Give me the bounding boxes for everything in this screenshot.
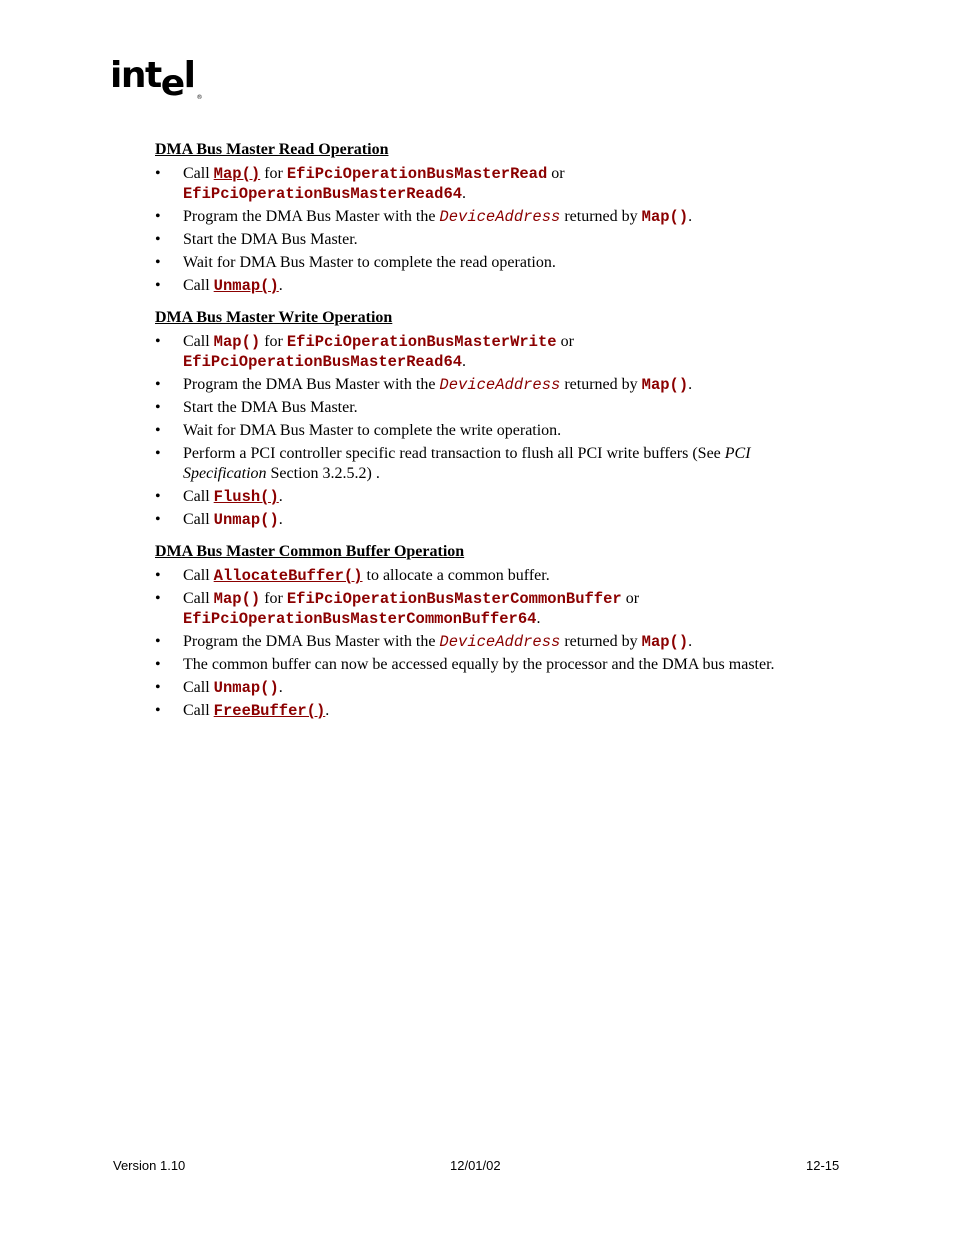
list-item [155,510,825,530]
text-run: returned by [560,633,642,650]
intel-logo [110,55,203,104]
logo-text-l: l [183,55,195,96]
text-run: returned by [560,376,642,393]
bullet-glyph: • [155,422,161,439]
text-run: Wait for DMA Bus Master to complete the read operation. [183,254,556,271]
text-run: Call [183,488,214,505]
text-run: Call [183,277,214,294]
parameter-name: DeviceAddress [439,208,561,226]
text-run: Call [183,567,214,584]
bullet-glyph: • [155,567,161,584]
text-run: Call [183,590,214,607]
text-run: Program the DMA Bus Master with the [183,633,440,650]
list-item [155,398,825,418]
code-identifier: EfiPciOperationBusMasterRead [286,165,548,183]
text-run: . [462,353,467,370]
footer-date: 12/01/02 [450,1158,501,1173]
bullet-glyph: • [155,333,161,350]
text-run: . [462,185,467,202]
logo-text-int: int [110,55,161,96]
text-run: for [260,165,287,182]
text-run: . [325,702,330,719]
document-body [155,140,825,724]
code-identifier: EfiPciOperationBusMasterCommonBuffer64 [183,610,537,628]
code-identifier: Map() [213,590,261,608]
section-heading: DMA Bus Master Write Operation [155,309,393,326]
spec-reference: PCI Specification [183,445,751,482]
list-item [155,207,825,227]
code-identifier: Map() [641,376,689,394]
function-link[interactable]: AllocateBuffer() [213,567,363,585]
text-run: Program the DMA Bus Master with the [183,208,440,225]
bullet-glyph: • [155,445,161,462]
list-item [155,655,825,675]
text-run: Call [183,679,214,696]
text-run: Call [183,511,214,528]
list-item [155,589,825,629]
section-heading: DMA Bus Master Common Buffer Operation [155,543,465,560]
list-item [155,421,825,441]
code-identifier: EfiPciOperationBusMasterCommonBuffer [286,590,622,608]
bullet-glyph: • [155,165,161,182]
code-identifier: Unmap() [213,511,279,529]
code-identifier: EfiPciOperationBusMasterWrite [286,333,557,351]
bullet-glyph: • [155,399,161,416]
footer-page-number: 12-15 [806,1158,840,1173]
code-identifier: Map() [641,208,689,226]
list-item [155,164,825,204]
text-run: or [556,333,574,350]
section-heading: DMA Bus Master Read Operation [155,141,389,158]
section-gap [155,533,825,542]
list-item [155,487,825,507]
code-identifier: Unmap() [213,679,279,697]
list-item [155,332,825,372]
code-identifier: Map() [213,333,261,351]
list-item [155,230,825,250]
list-item [155,253,825,273]
text-run: Program the DMA Bus Master with the [183,376,440,393]
text-run: or [547,165,565,182]
text-run: to allocate a common buffer. [362,567,550,584]
text-run: . [278,679,283,696]
text-run: Call [183,702,214,719]
text-run: . [278,277,283,294]
bullet-list [155,164,825,296]
bullet-glyph: • [155,254,161,271]
section-gap [155,299,825,308]
function-link[interactable]: FreeBuffer() [213,702,326,720]
bullet-glyph: • [155,702,161,719]
bullet-glyph: • [155,488,161,505]
text-run: . [688,633,693,650]
function-link[interactable]: Flush() [213,488,279,506]
list-item [155,566,825,586]
parameter-name: DeviceAddress [439,633,561,651]
bullet-list [155,566,825,721]
list-item [155,375,825,395]
text-run: returned by [560,208,642,225]
text-run: . [278,488,283,505]
text-run: for [260,590,287,607]
function-link[interactable]: Unmap() [213,277,279,295]
text-run: The common buffer can now be accessed equally by the processor and the DMA bus master. [183,656,775,673]
bullet-glyph: • [155,277,161,294]
text-run: . [278,511,283,528]
text-run: Start the DMA Bus Master. [183,231,358,248]
text-run: Perform a PCI controller specific read transaction to flush all PCI write buffers (See [183,445,725,462]
bullet-glyph: • [155,633,161,650]
list-item [155,276,825,296]
function-link[interactable]: Map() [213,165,261,183]
list-item [155,701,825,721]
list-item [155,632,825,652]
bullet-glyph: • [155,376,161,393]
logo-registered-mark: ® [196,94,203,101]
code-identifier: Map() [641,633,689,651]
text-run: Start the DMA Bus Master. [183,399,358,416]
text-run: for [260,333,287,350]
bullet-list [155,332,825,530]
text-run: Call [183,165,214,182]
text-run: . [536,610,541,627]
code-identifier: EfiPciOperationBusMasterRead64 [183,185,463,203]
text-run: . [688,376,693,393]
text-run: Call [183,333,214,350]
logo-text-e: e [160,63,184,104]
list-item [155,444,825,484]
code-identifier: EfiPciOperationBusMasterRead64 [183,353,463,371]
text-run: Wait for DMA Bus Master to complete the write operation. [183,422,562,439]
bullet-glyph: • [155,208,161,225]
bullet-glyph: • [155,656,161,673]
list-item [155,678,825,698]
text-run: . [688,208,693,225]
bullet-glyph: • [155,231,161,248]
text-run: or [621,590,640,607]
text-run: Section 3.2.5.2) . [266,465,380,482]
bullet-glyph: • [155,590,161,607]
footer-version: Version 1.10 [113,1158,186,1173]
bullet-glyph: • [155,511,161,528]
parameter-name: DeviceAddress [439,376,561,394]
bullet-glyph: • [155,679,161,696]
